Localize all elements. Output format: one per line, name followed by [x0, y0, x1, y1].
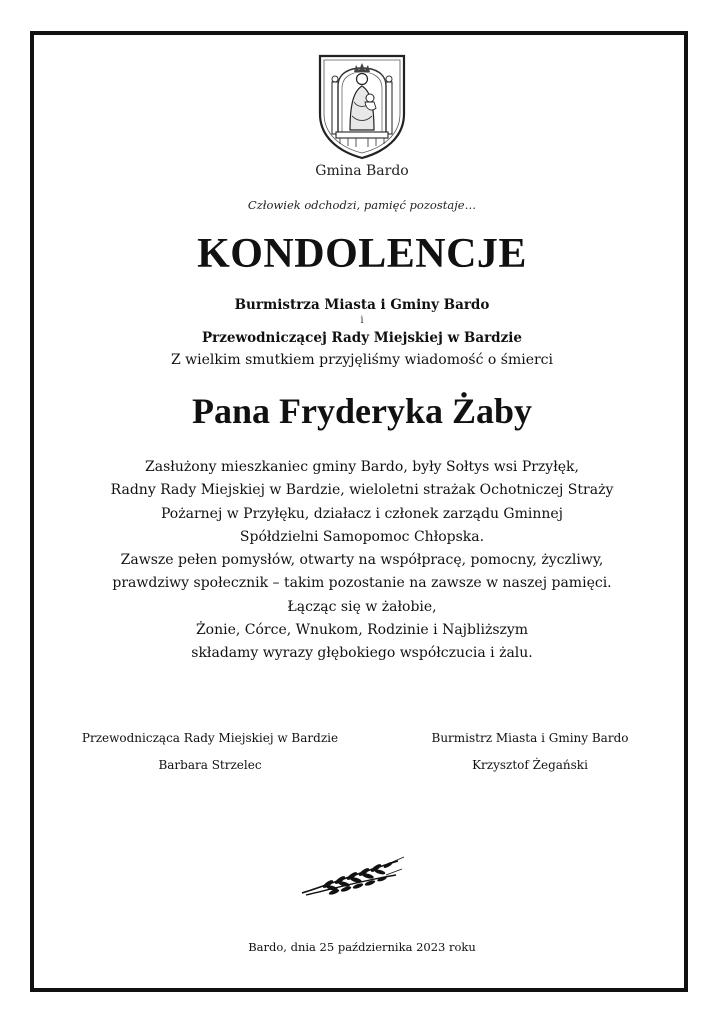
body-line: Pożarnej w Przyłęku, działacz i członek zarządu Gminnej [160, 505, 564, 522]
sender-mayor: Burmistrza Miasta i Gminy Bardo [234, 297, 490, 313]
signature-left-title: Przewodnicząca Rady Miejskiej w Bardzie [81, 731, 339, 745]
body-line: Spółdzielni Samopomoc Chłopska. [239, 528, 485, 545]
condolence-body [0, 456, 724, 666]
body-line: składamy wyrazy głębokiego współczucia i żalu. [191, 645, 533, 662]
deceased-name: Pana Fryderyka Żaby [191, 391, 532, 431]
sender-council-chair: Przewodniczącej Rady Miejskiej w Bardzie [201, 330, 523, 346]
signature-right-name: Krzysztof Żegański [472, 758, 588, 772]
body-line: Zawsze pełen pomysłów, otwarty na współpracę, pomocny, życzliwy, [120, 552, 604, 569]
body-line: Radny Rady Miejskiej w Bardzie, wieloletni strażak Ochotniczej Straży [110, 482, 614, 499]
signature-right-title: Burmistrz Miasta i Gminy Bardo [431, 731, 629, 745]
announcement: Z wielkim smutkiem przyjęliśmy wiadomość o śmierci [171, 352, 553, 368]
body-line: Żonie, Córce, Wnukom, Rodzinie i Najbliższym [195, 622, 529, 639]
crest-caption: Gmina Bardo [315, 163, 409, 179]
motto: Człowiek odchodzi, pamięć pozostaje… [247, 198, 477, 212]
sender-conjunction: i [360, 315, 364, 326]
wheat-ears-icon [298, 855, 406, 897]
body-line: prawdziwy społecznik – takim pozostanie na zawsze w naszej pamięci. [112, 575, 612, 592]
body-line: Zasłużony mieszkaniec gminy Bardo, były Sołtys wsi Przyłęk, [145, 459, 579, 475]
bardo-coat-of-arms-icon [314, 52, 410, 160]
date-line: Bardo, dnia 25 października 2023 roku [248, 940, 476, 954]
signature-left-name: Barbara Strzelec [158, 758, 262, 772]
page-title: KONDOLENCJE [197, 231, 527, 277]
body-line: Łącząc się w żałobie, [287, 598, 437, 615]
